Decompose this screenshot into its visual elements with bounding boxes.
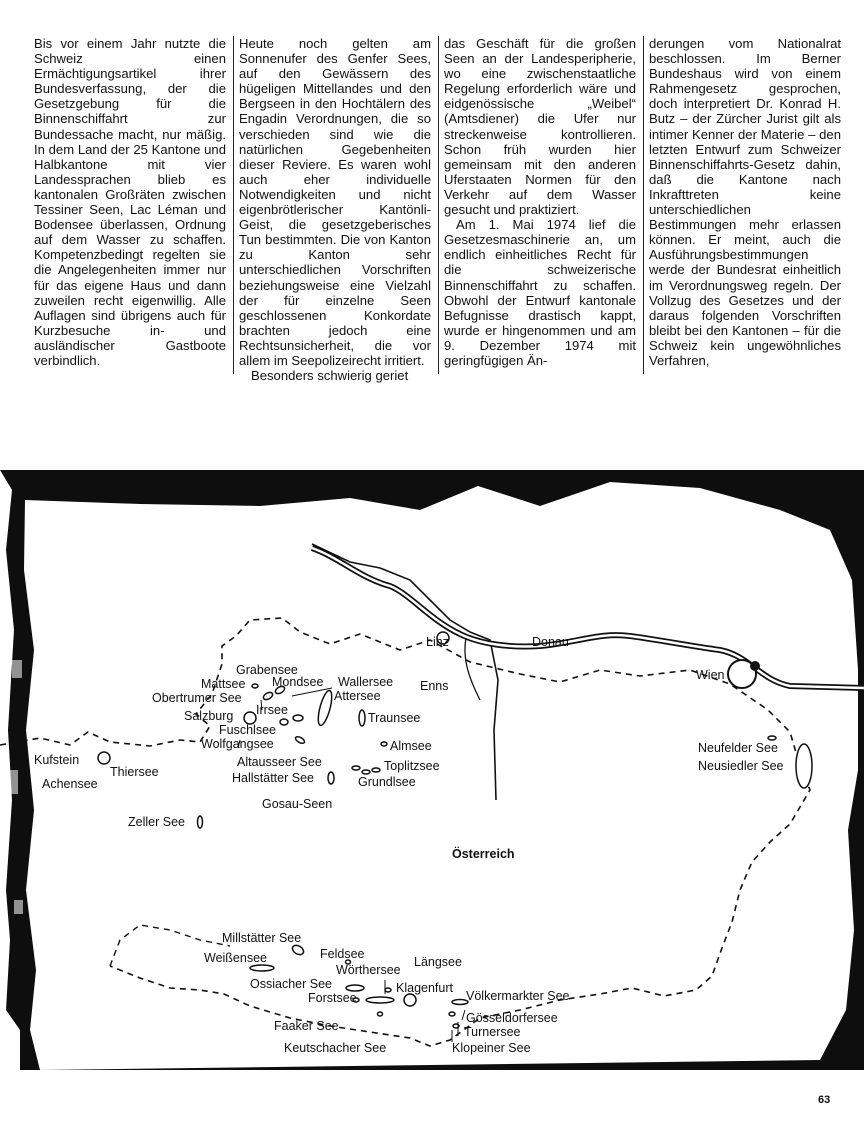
lake-label-toplitzsee: Toplitzsee [384,759,440,773]
lake-label-weissensee: Weißensee [204,951,267,965]
lake-label-faaker: Faaker See [274,1019,339,1033]
lake-shape [768,736,776,740]
lake-label-traunsee: Traunsee [368,711,421,725]
lake-shape [449,1012,455,1016]
lake-label-hallstaetter: Hallstätter See [232,771,314,785]
lake-shape [280,719,288,725]
lake-label-neufelder: Neufelder See [698,741,778,755]
lake-label-grabensee: Grabensee [236,663,298,677]
lake-shape [378,1012,383,1016]
lake-label-attersee: Attersee [334,689,381,703]
lake-label-thiersee: Thiersee [110,765,159,779]
lake-label-woerthersee: Wörthersee [336,963,401,977]
column-3 [444,36,636,368]
lake-label-grundlsee: Grundlsee [358,775,416,789]
lake-label-altausseer: Altausseer See [237,755,322,769]
lake-label-goesseldorfer: Gösseldorfersee [466,1011,558,1025]
city-label-klagenfurt: Klagenfurt [396,981,453,995]
lake-label-ossiacher: Ossiacher See [250,977,332,991]
lake-shape [796,744,812,788]
lake-label-feldsee: Feldsee [320,947,365,961]
lake-label-mattsee: Mattsee [201,677,246,691]
column-1 [34,36,226,368]
lake-shape [252,684,258,688]
city-marker-klagenfurt [404,994,416,1006]
paragraph: Bis vor einem Jahr nutzte die Schweiz einen Ermächtigungsartikel ihrer Bundesverfassung, der die Gesetzgebung für die Binnenschiffahrt zur Bundessache macht, nur mäßig. In dem Land der 25 Kantone und Halbkantone mit vier Landessprachen blieb es kantonalen Großräten zwischen Tessiner Seen, Lac Léman und Bodensee überlassen, Ordnung auf dem Wasser zu schaffen. Kompetenzbedingt regelten sie die Angelegenheiten immer nur für das eigene Haus und dann zuweilen recht eigenwillig. Alle Auflagen sind übrigens auch für Kurzbesuche in- und ausländischer Gastboote verbindlich. [34,36,226,368]
city-label-enns: Enns [420,679,449,693]
lake-label-wallersee: Wallersee [338,675,394,689]
country-label: Österreich [452,847,515,861]
paragraph: Besonders schwierig geriet [251,368,409,384]
paragraph: derungen vom Nationalrat beschlossen. Im Berner Bundeshaus wird von einem Rahmengesetz gesprochen, doch interpretiert Dr. Konrad H. Butz – der Zürcher Jurist gilt als intimer Kenner der Materie – den letzten Entwurf zum Schweizer Binnenschiffahrts-Gesetz dahin, daß die Kantone nach Inkrafttreten keine unterschiedlichen Bestimmungen mehr erlassen können. Er meint, auch die Ausführungsbestimmungen werde der Bundesrat einheitlich im Verordnungsweg regeln. Der Vollzug des Gesetzes und der daraus folgenden Vorschriften bleibt bei den Kantonen – für die Schweiz kein ungewöhnliches Verfahren, [649,36,841,368]
lake-shape [328,772,334,784]
lake-shape [198,816,203,828]
city-label-wien: Wien [696,668,725,682]
column-4 [649,36,841,368]
lake-label-keutschacher: Keutschacher See [284,1041,387,1055]
lake-shape [385,988,391,992]
column-divider [438,36,439,374]
austria-lakes-map [0,470,864,1090]
lake-label-mondsee: Mondsee [272,675,324,689]
article-text [30,36,848,384]
lake-shape [293,715,303,721]
city-marker-wien [750,661,760,671]
lake-label-laengsee: Längsee [414,955,462,969]
lake-shape [366,997,394,1003]
lake-label-irrsee: Irrsee [256,703,288,717]
city-marker-kufstein [98,752,110,764]
river-label-donau: Donau [532,635,569,649]
lake-label-neusiedler: Neusiedler See [698,759,784,773]
paragraph: Heute noch gelten am Sonnenufer des Genfer Sees, auf den Gewässern des hügeligen Mittellandes und den Bergseen in den Hochtälern des Engadin Verordnungen, die so verschieden sind wie die natürlichen Gegebenheiten dieser Reviere. Es waren wohl auch eher individuelle Notwendigkeiten und nicht eigenbrötlerischer Kantönli-Geist, die gesetzgeberisches Tun bestimmten. Die von Kanton zu Kanton sehr unterschiedlichen Vorschriften beziehungsweise eine Vielzahl der für einzelne Seen geschlossenen Konkordate brachten jedoch eine Rechtsunsicherheit, die vor allem im Seepolizeirecht irritiert. [239,36,431,368]
lake-shape [381,742,387,746]
column-divider [643,36,644,374]
city-label-kufstein: Kufstein [34,753,80,767]
lake-label-almsee: Almsee [390,739,432,753]
lake-label-achensee: Achensee [42,777,98,791]
lake-shape [372,768,380,772]
lake-label-obertrumer: Obertrumer See [152,691,242,705]
lake-label-voelkermarkter: Völkermarkter See [466,989,570,1003]
lake-label-zeller: Zeller See [128,815,185,829]
lake-label-turnersee: Turnersee [464,1025,521,1039]
lake-label-millstaetter: Millstätter See [222,931,302,945]
lake-label-fuschlsee: Fuschlsee [219,723,276,737]
map-svg [0,470,864,1090]
lake-shape [362,770,370,774]
lake-label-wolfgangsee: Wolfgangsee [201,737,274,751]
lake-label-klopeiner: Klopeiner See [452,1041,531,1055]
page-number: 63 [818,1094,831,1106]
lake-label-forstsee: Forstsee [308,991,357,1005]
column-2 [239,36,431,383]
lake-label-gosau: Gosau-Seen [262,797,333,811]
paragraph: das Geschäft für die großen Seen an der Landesperipherie, wo eine zwischenstaatliche Regelung erforderlich wäre und eidgenössische „Weibel“ (Amtsdiener) die Ufer nur streckenweise kontrollieren. Schon früh wurden hier gemeinsam mit den anderen Uferstaaten Normen für den Verkehr auf dem Wasser gesucht und praktiziert. [444,36,636,218]
lake-shape [250,965,274,971]
lake-shape [352,766,360,770]
paragraph: Am 1. Mai 1974 lief die Gesetzesmaschinerie an, um endlich einheitliches Recht für die schweizerische Binnenschiffahrt zu schaffen. Obwohl der Entwurf kantonale Befugnisse drastisch kappt, wurde er hingenommen und am 9. Dezember 1974 mit geringfügigen Än- [444,217,636,368]
column-divider [233,36,234,374]
city-label-linz: Linz [426,635,449,649]
lake-shape [359,710,365,726]
city-label-salzburg: Salzburg [184,709,234,723]
